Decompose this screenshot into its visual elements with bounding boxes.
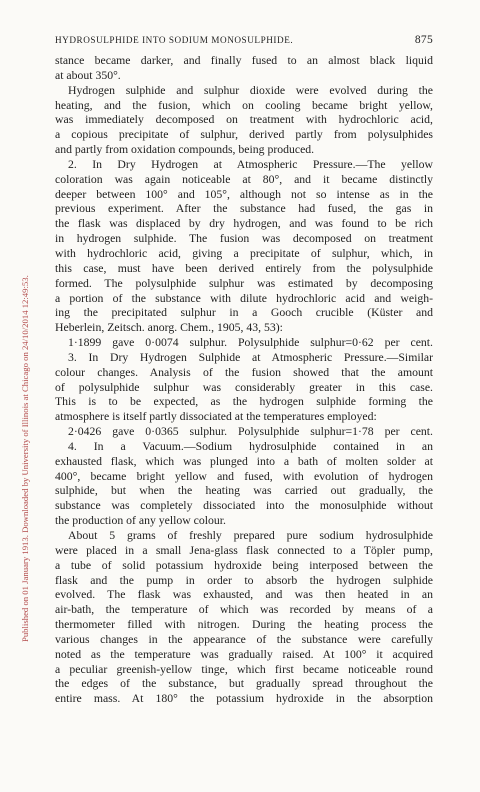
text-line: About 5 grams of freshly prepared pure sodium hydrosulphide (68, 529, 433, 542)
text-line: a portion of the substance with dilute hydrochloric acid and weigh- (55, 291, 433, 305)
text-line: the flask was displaced by dry hydrogen, and was found to be rich (55, 217, 433, 231)
text-line: substance was completely dissociated into the monosulphide without (55, 499, 433, 513)
text-line: 3. In Dry Hydrogen Sulphide at Atmospheric Pressure.—Similar (68, 350, 433, 364)
text-line: entire mass. At 180° the potassium hydroxide in the absorption (55, 692, 433, 706)
running-head: HYDROSULPHIDE INTO SODIUM MONOSULPHIDE. (55, 35, 294, 45)
text-line: the production of any yellow colour. (55, 514, 226, 528)
text-line: a copious precipitate of sulphur, derived partly from polysulphides (55, 128, 433, 142)
page-number: 875 (414, 34, 433, 46)
download-notice: Published on 01 January 1913. Downloaded by University of Illinois at Chicago on 24/10/2014 12:49:53. (20, 275, 30, 642)
text-line: at about 350°. (55, 68, 121, 82)
text-line: various changes in the appearance of the substance were carefully (55, 632, 433, 646)
text-line: formed. The polysulphide sulphur was estimated by decomposing (55, 276, 433, 290)
text-line: 4. In a Vacuum.—Sodium hydrosulphide contained in an (68, 439, 433, 453)
text-line: coloration was again noticeable at 80°, and it became distinctly (55, 172, 433, 186)
text-line: evolved. The flask was exhausted, and was then heated in an (55, 588, 433, 602)
text-line: the edges of the substance, but gradually spread throughout the (55, 677, 433, 691)
text-line: a tube of solid potassium hydroxide being interposed between the (55, 558, 433, 572)
text-line: sulphide, but when the heating was carried out gradually, the (55, 484, 433, 498)
text-line: 400°, became bright yellow and fused, with evolution of hydrogen (55, 469, 433, 483)
body-text (55, 54, 433, 707)
text-line: in hydrogen sulphide. The fusion was decomposed on treatment (55, 232, 433, 246)
text-line: Hydrogen sulphide and sulphur dioxide were evolved during the (68, 83, 433, 97)
text-line: colour changes. Analysis of the fusion showed that the amount (55, 365, 433, 379)
text-line: noted as the temperature was gradually raised. At 100° it acquired (55, 647, 433, 661)
text-line: atmosphere is itself partly dissociated at the temperatures employed: (55, 410, 377, 424)
text-line: thermometer filled with nitrogen. During the heating process the (55, 618, 433, 632)
text-line: a peculiar greenish-yellow tinge, which first became noticeable round (55, 662, 433, 676)
text-line: 2. In Dry Hydrogen at Atmospheric Pressure.—The yellow (68, 157, 433, 171)
text-line: heating, and the fusion, which on cooling became bright yellow, (55, 98, 433, 112)
text-line: with hydrochloric acid, giving a precipitate of sulphur, which, in (55, 246, 433, 260)
text-line: this case, must have been derived entirely from the polysulphide (55, 261, 433, 275)
page-header (55, 34, 433, 46)
text-line: 2·0426 gave 0·0365 sulphur. Polysulphide sulphur=1·78 per cent. (68, 425, 433, 439)
text-line: air-bath, the temperature of which was recorded by means of a (55, 603, 433, 617)
text-line: stance became darker, and finally fused to an almost black liquid (55, 54, 433, 67)
text-line: was immediately decomposed on treatment with hydrochloric acid, (55, 113, 433, 127)
text-line: 1·1899 gave 0·0074 sulphur. Polysulphide sulphur=0·62 per cent. (68, 336, 433, 350)
text-line: This is to be expected, as the hydrogen sulphide forming the (55, 395, 433, 409)
text-line: deeper between 100° and 105°, although not so intense as in the (55, 187, 433, 201)
text-line: Heberlein, Zeitsch. anorg. Chem., 1905, 43, 53): (55, 321, 283, 335)
text-line: flask and the pump in order to absorb the hydrogen sulphide (55, 573, 433, 587)
text-line: ing the precipitated sulphur in a Gooch crucible (Küster and (55, 306, 433, 320)
text-line: previous experiment. After the substance had fused, the gas in (55, 202, 433, 216)
text-line: were placed in a small Jena-glass flask connected to a Töpler pump, (55, 543, 433, 557)
text-line: and partly from oxidation compounds, being produced. (55, 143, 315, 157)
text-line: of polysulphide sulphur was considerably greater in this case. (55, 380, 433, 394)
text-line: exhausted flask, which was plunged into a bath of molten solder at (55, 454, 433, 468)
